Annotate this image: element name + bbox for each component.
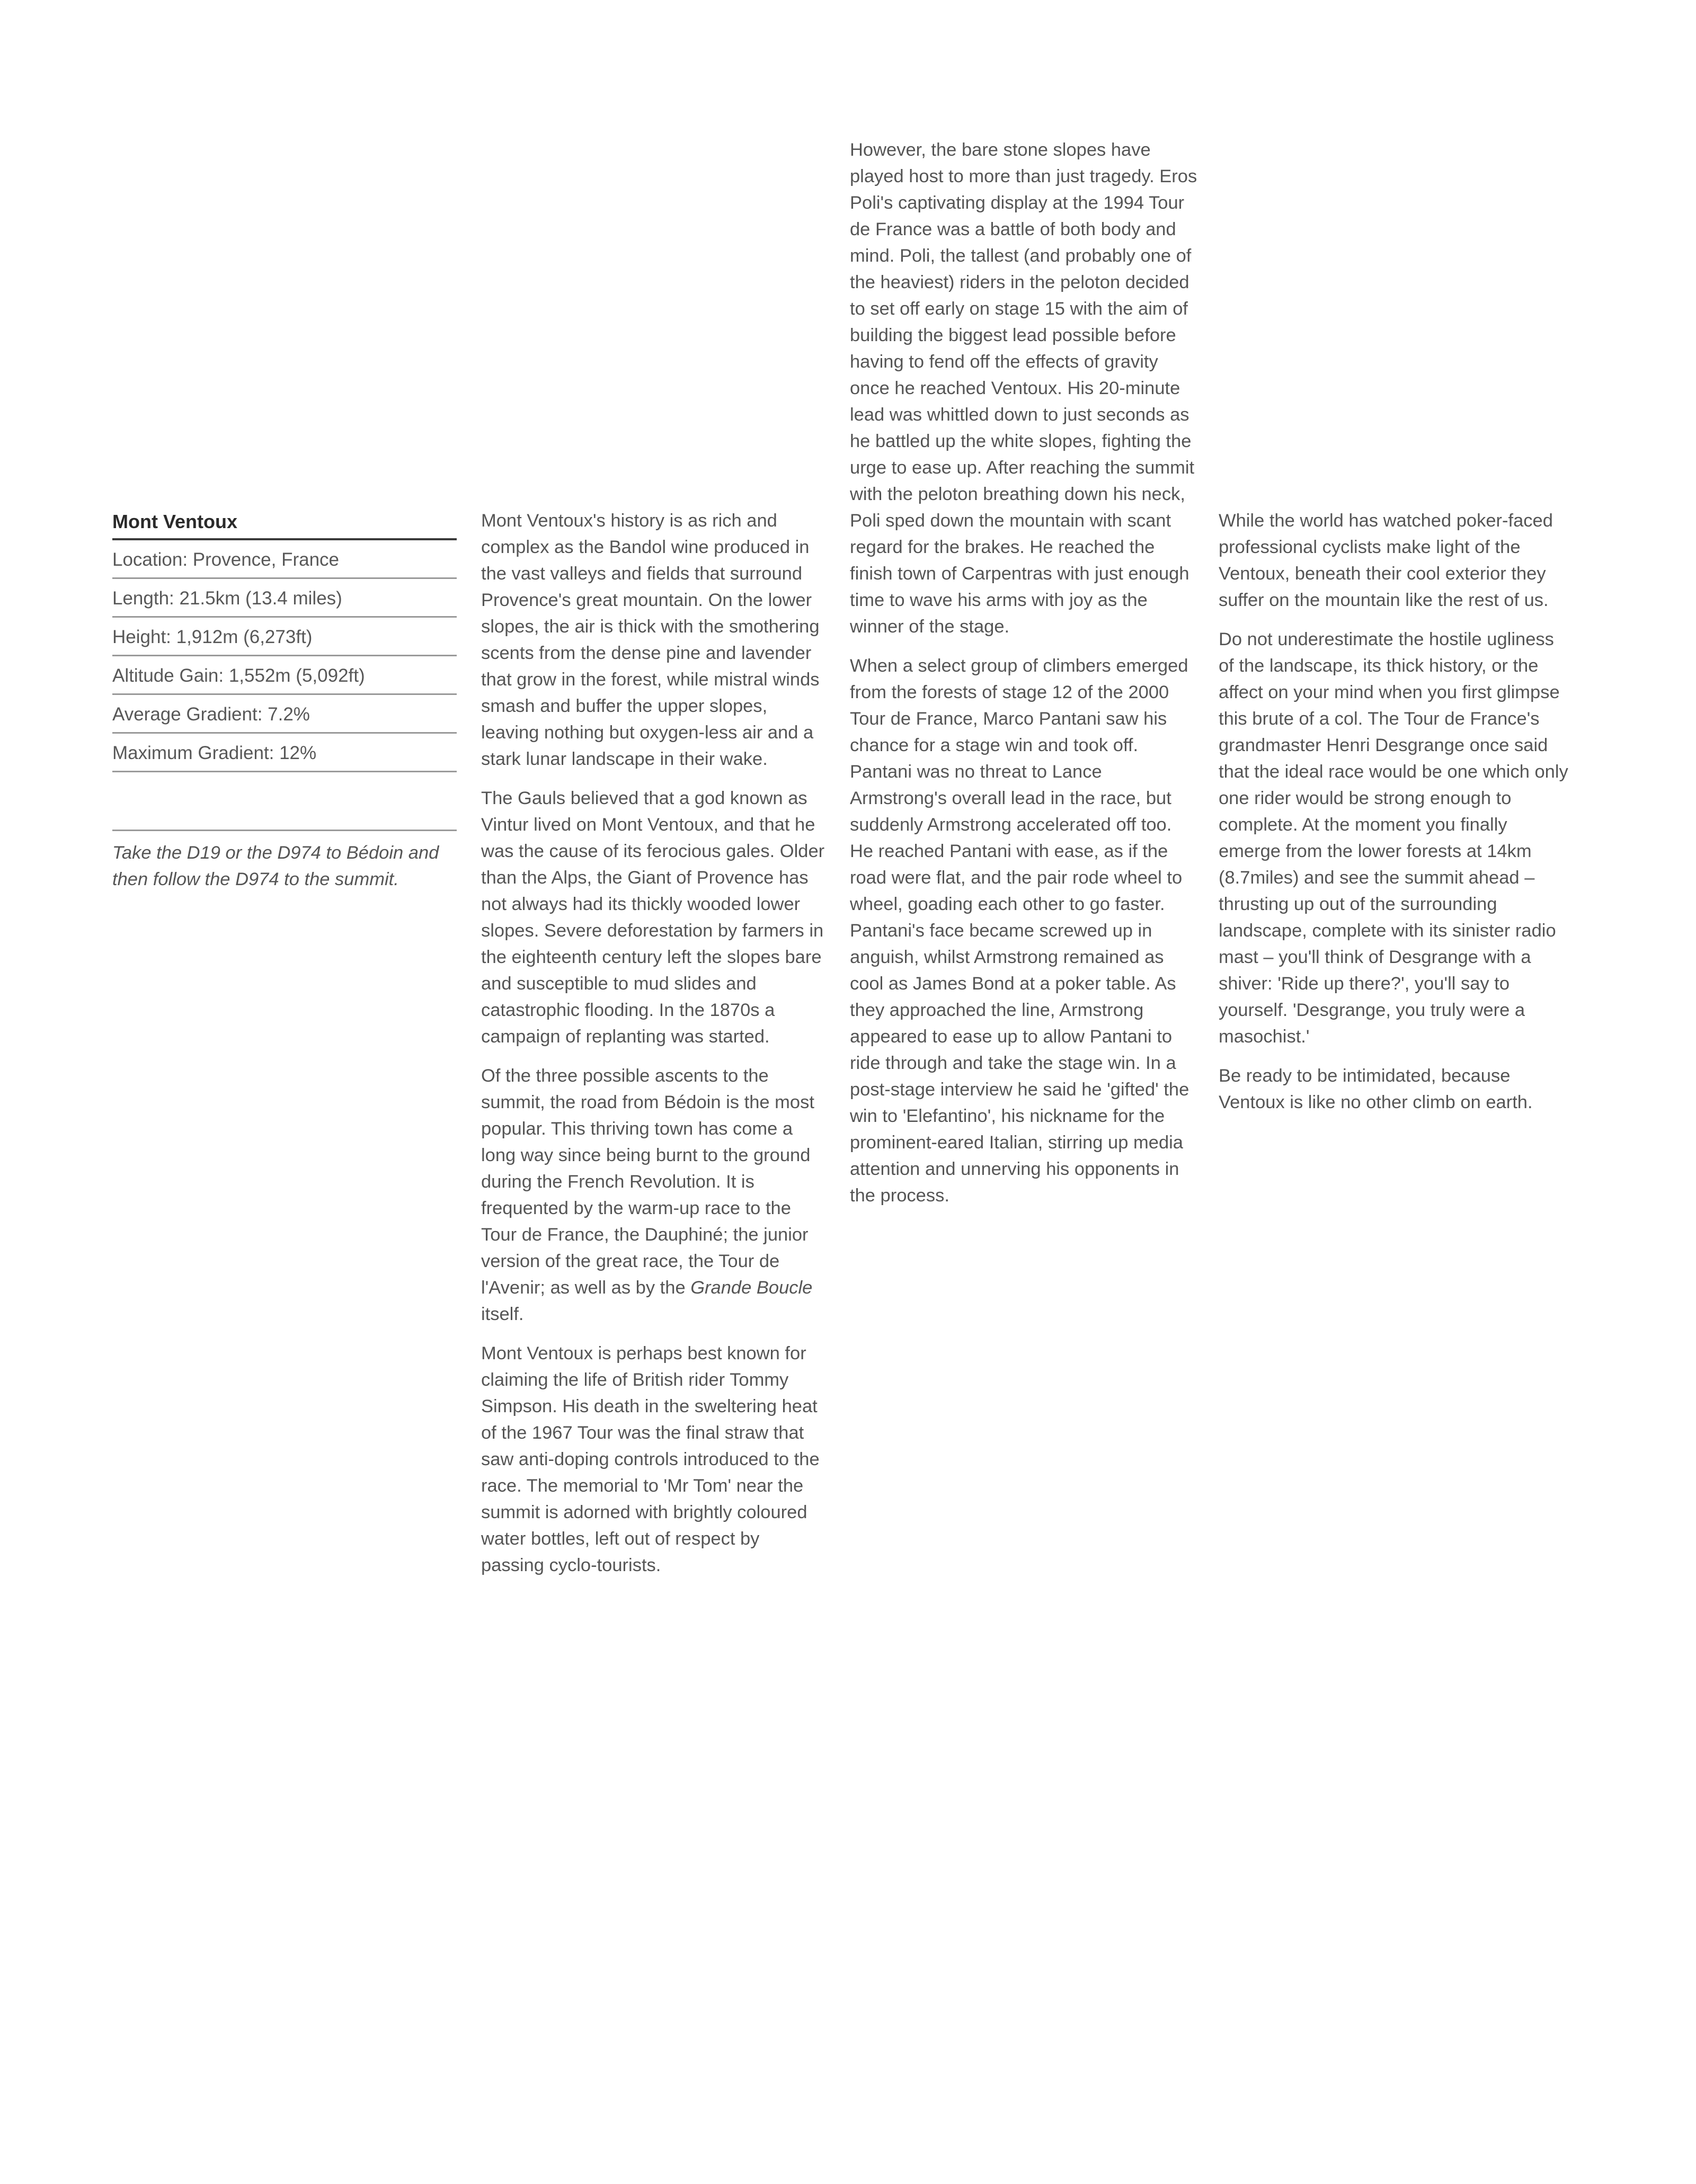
text-run: itself. <box>481 1304 524 1324</box>
paragraph: Mont Ventoux's history is as rich and complex as the Bandol wine produced in the vast valleys and fields that surround Provence's great mountain. On the lower slopes, the air is thick with the smothering scents from the dense pine and lavender that grow in the forest, while mistral winds smash and buffer the upper slopes, leaving nothing but oxygen-less air and a stark lunar landscape in their wake. <box>481 511 820 769</box>
route-directions: Take the D19 or the D974 to Bédoin and then follow the D974 to the summit. <box>112 830 457 893</box>
fact-length: Length: 21.5km (13.4 miles) <box>112 579 457 618</box>
text-run: Of the three possible ascents to the summit, the road from Bédoin is the most popular. This thriving town has come a long way since being burnt to the ground during the French Revolution. It is frequented by the warm-up race to the Tour de France, the Dauphiné; the junior version of the great race, the Tour de l'Avenir; as well as by the <box>481 1066 814 1298</box>
paragraph <box>481 1063 825 1327</box>
climb-title: Mont Ventoux <box>112 507 457 540</box>
paragraph: While the world has watched poker-faced professional cyclists make light of the Ventoux, beneath their cool exterior they suffer on the mountain like the rest of us. <box>1219 511 1553 610</box>
fact-maximum-gradient: Maximum Gradient: 12% <box>112 734 457 772</box>
paragraph: The Gauls believed that a god known as Vintur lived on Mont Ventoux, and that he was the cause of its ferocious gales. Older than the Alps, the Giant of Provence has not always had its thickly wooded lower slopes. Severe deforestation by farmers in the eighteenth century left the slopes bare and susceptible to mud slides and catastrophic flooding. In the 1870s a campaign of replanting was started. <box>481 788 825 1047</box>
paragraph: However, the bare stone slopes have played host to more than just tragedy. Eros Poli's captivating display at the 1994 Tour de France was a battle of both body and mind. Poli, the tallest (and probably one of the heaviest) riders in the peloton decided to set off early on stage 15 with the aim of building the biggest lead possible before having to fend off the effects of gravity once he reached Ventoux. His 20-minute lead was whittled down to just seconds as he battled up the white slopes, fighting the urge to ease up. After reaching the summit with the peloton breathing down his neck, Poli sped down the mountain with scant regard for the brakes. He reached the finish town of Carpentras with just enough time to wave his arms with joy as the winner of the stage. <box>850 140 1197 637</box>
fact-box <box>112 507 457 893</box>
body-column-2 <box>850 137 1200 1222</box>
paragraph: Do not underestimate the hostile ugliness of the landscape, its thick history, or the affect on your mind when you first glimpse this brute of a col. The Tour de France's grandmaster Henri Desgrange once said that the ideal race would be one which only one rider would be strong enough to complete. At the moment you finally emerge from the lower forests at 14km (8.7miles) and see the summit ahead – thrusting up out of the surrounding landscape, complete with its sinister radio mast – you'll think of Desgrange with a shiver: 'Ride up there?', you'll say to yourself. 'Desgrange, you truly were a masochist.' <box>1219 629 1568 1047</box>
paragraph: Be ready to be intimidated, because Ventoux is like no other climb on earth. <box>1219 1066 1533 1112</box>
paragraph: When a select group of climbers emerged from the forests of stage 12 of the 2000 Tour de France, Marco Pantani saw his chance for a stage win and took off. Pantani was no threat to Lance Armstrong's overall lead in the race, but suddenly Armstrong accelerated off too. He reached Pantani with ease, as if the road were flat, and the pair rode wheel to wheel, goading each other to go faster. Pantani's face became screwed up in anguish, whilst Armstrong remained as cool as James Bond at a poker table. As they approached the line, Armstrong appeared to ease up to allow Pantani to ride through and take the stage win. In a post-stage interview he said he 'gifted' the win to 'Elefantino', his nickname for the prominent-eared Italian, stirring up media attention and unnerving his opponents in the process. <box>850 656 1189 1206</box>
fact-height: Height: 1,912m (6,273ft) <box>112 618 457 656</box>
body-column-1 <box>481 507 825 1591</box>
race-name-italic: Grande Boucle <box>690 1278 813 1298</box>
body-column-3 <box>1219 507 1568 1128</box>
paragraph: Mont Ventoux is perhaps best known for claiming the life of British rider Tommy Simpson. His death in the sweltering heat of the 1967 Tour was the final straw that saw anti-doping controls introduced to the race. The memorial to 'Mr Tom' near the summit is adorned with brightly coloured water bottles, left out of respect by passing cyclo-tourists. <box>481 1343 820 1575</box>
fact-average-gradient: Average Gradient: 7.2% <box>112 695 457 734</box>
fact-location: Location: Provence, France <box>112 540 457 579</box>
fact-altitude-gain: Altitude Gain: 1,552m (5,092ft) <box>112 656 457 695</box>
